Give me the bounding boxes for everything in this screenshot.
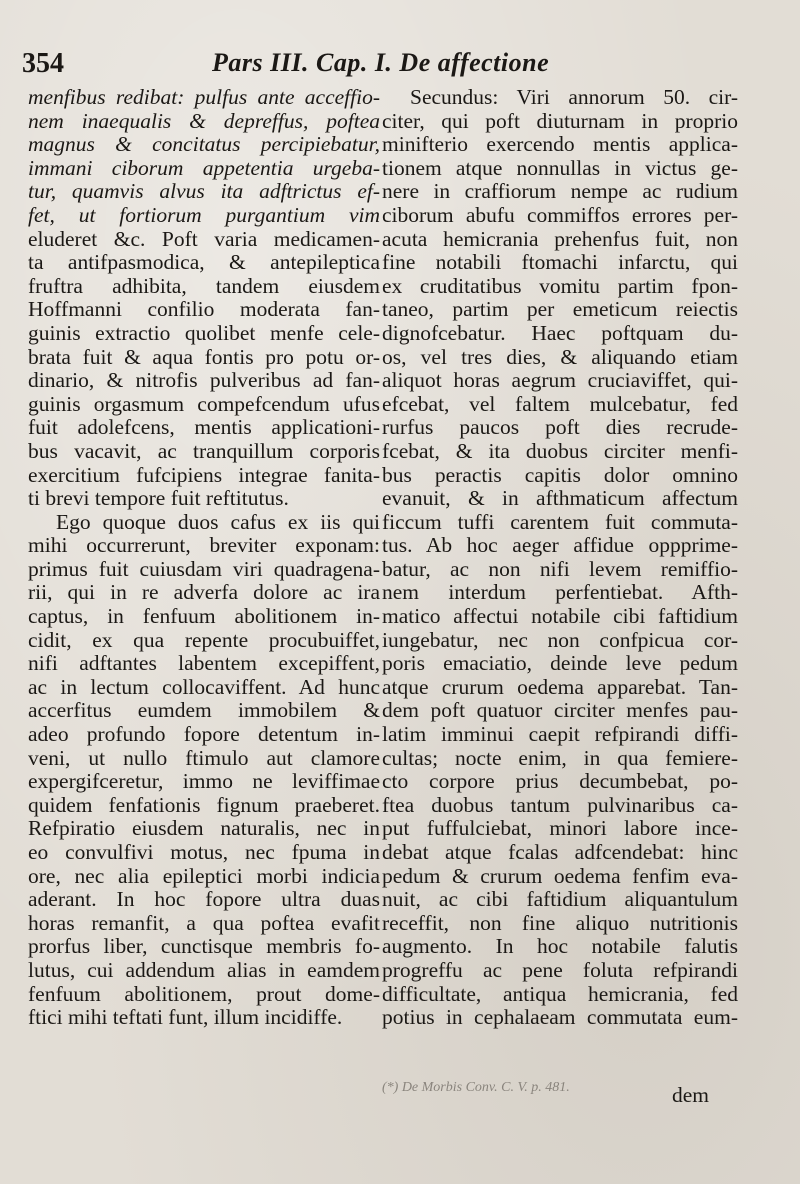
text-line: ex cruditatibus vomitu partim fpon- <box>382 274 738 298</box>
text-line: prorfus liber, cunctisque membris fo- <box>28 935 380 959</box>
text-line: Secundus: Viri annorum 50. cir- <box>410 86 738 109</box>
text-line: Ego quoque duos cafus ex iis qui <box>56 510 380 534</box>
left-text-column <box>28 86 380 1030</box>
text-line: cto corpore prius decumbebat, po- <box>382 770 738 794</box>
text-line: progreffu ac pene foluta refpirandi <box>382 958 738 982</box>
text-line: adeo profundo fopore detentum in- <box>28 723 380 747</box>
text-line: magnus & concitatus percipiebatur, <box>28 133 380 157</box>
text-line: os, vel tres dies, & aliquando etiam <box>382 345 738 369</box>
page-header <box>22 48 782 84</box>
page-number: 354 <box>22 48 64 79</box>
text-line: ciborum abufu commiffos errores per- <box>382 203 738 227</box>
text-line: mihi occurrerunt, breviter exponam: <box>28 534 380 558</box>
text-line: pedum & crurum oedema fenfim eva- <box>382 864 738 888</box>
text-line: horas remanfit, a qua poftea evafit <box>28 911 380 935</box>
text-line: tionem atque nonnullas in victus ge- <box>382 156 738 180</box>
text-line: brata fuit & aqua fontis pro potu or- <box>28 345 380 369</box>
footnote: (*) De Morbis Conv. C. V. p. 481. <box>382 1080 570 1095</box>
text-line: nuit, ac cibi faftidium aliquantulum <box>382 888 738 912</box>
text-line: menfibus redibat: pulfus ante acceffio- <box>28 86 380 109</box>
text-line: ta antifpasmodica, & antepileptica <box>28 251 380 275</box>
text-line: put fuffulciebat, minori labore ince- <box>382 817 738 841</box>
text-line: captus, in fenfuum abolitionem in- <box>28 605 380 629</box>
text-line: accerfitus eumdem immobilem & <box>28 699 380 723</box>
text-line: bus peractis capitis dolor omnino <box>382 463 738 487</box>
text-line: ficcum tuffi carentem fuit commuta- <box>382 510 738 534</box>
text-line: debat atque fcalas adfcendebat: hinc <box>382 841 738 864</box>
text-line: taneo, partim per emeticum reiectis <box>382 298 738 322</box>
text-line: fcebat, & ita duobus circiter menfi- <box>382 439 738 463</box>
text-line: rii, qui in re adverfa dolore ac ira <box>28 581 380 605</box>
text-line: exercitium fufcipiens integrae fanita- <box>28 463 380 487</box>
text-line: Hoffmanni confilio moderata fan- <box>28 298 380 322</box>
text-line: eluderet &c. Poft varia medicamen- <box>28 227 380 251</box>
text-line: ftici mihi teftati funt, illum incidiffe. <box>28 1006 343 1030</box>
text-line: efcebat, vel faltem mulcebatur, fed <box>382 392 738 416</box>
text-line: guinis orgasmum compefcendum ufus <box>28 392 380 416</box>
text-line: difficultate, antiqua hemicrania, fed <box>382 982 738 1006</box>
text-line: poris emaciatio, deinde leve pedum <box>382 652 738 676</box>
text-line: fenfuum abolitionem, prout dome- <box>28 982 380 1006</box>
text-line: eo convulfivi motus, nec fpuma in <box>28 841 380 864</box>
text-line: fruftra adhibita, tandem eiusdem <box>28 274 380 298</box>
text-line: guinis extractio quolibet menfe cele- <box>28 321 380 345</box>
text-line: potius in cephalaeam commutata eum- <box>382 1006 738 1030</box>
text-line: nem interdum perfentiebat. Afth- <box>382 581 738 605</box>
text-line: cidit, ex qua repente procubuiffet, <box>28 628 380 652</box>
text-line: bus vacavit, ac tranquillum corporis <box>28 439 380 463</box>
text-line: ftea duobus tantum pulvinaribus ca- <box>382 793 738 817</box>
text-line: receffit, non fine aliquo nutritionis <box>382 911 738 935</box>
text-line: nere in craffiorum nempe ac rudium <box>382 180 738 204</box>
text-line: fet, ut fortiorum purgantium vim <box>28 203 380 227</box>
text-line: aderant. In hoc fopore ultra duas <box>28 888 380 912</box>
text-line: nifi adftantes labentem excepiffent, <box>28 652 380 676</box>
text-line: ore, nec alia epileptici morbi indicia <box>28 864 380 888</box>
text-line: augmento. In hoc notabile falutis <box>382 935 738 959</box>
text-line: fine notabili ftomachi infarctu, qui <box>382 251 738 275</box>
right-text-column <box>382 86 738 1030</box>
text-line: atque crurum oedema apparebat. Tan- <box>382 675 738 699</box>
text-line: fuit adolefcens, mentis applicationi- <box>28 416 380 440</box>
text-line: minifterio exercendo mentis applica- <box>382 133 738 157</box>
catchword: dem <box>672 1083 710 1107</box>
text-line: aliquot horas aegrum cruciaviffet, qui- <box>382 369 738 393</box>
text-line: immani ciborum appetentia urgeba- <box>28 156 380 180</box>
text-line: nem inaequalis & depreffus, poftea <box>28 109 380 133</box>
text-line: iungebatur, nec non confpicua cor- <box>382 628 738 652</box>
text-line: veni, ut nullo ftimulo aut clamore <box>28 746 380 770</box>
text-line: tur, quamvis alvus ita adftrictus ef- <box>28 180 380 204</box>
text-line: dem poft quatuor circiter menfes pau- <box>382 699 738 723</box>
text-line: citer, qui poft diuturnam in proprio <box>382 109 738 133</box>
text-line: ti brevi tempore fuit reftitutus. <box>28 487 289 511</box>
text-line: tus. Ab hoc aeger affidue oppprime- <box>382 534 738 558</box>
text-line: dinario, & nitrofis pulveribus ad fan- <box>28 369 380 393</box>
text-line: Refpiratio eiusdem naturalis, nec in <box>28 817 380 841</box>
text-line: primus fuit cuiusdam viri quadragena- <box>28 557 380 581</box>
text-line: batur, ac non nifi levem remiffio- <box>382 557 738 581</box>
text-line: evanuit, & in afthmaticum affectum <box>382 487 738 511</box>
text-line: quidem fenfationis fignum praeberet. <box>28 793 380 817</box>
text-line: latim imminui caepit refpirandi diffi- <box>382 723 738 747</box>
text-line: expergifceretur, immo ne leviffimae <box>28 770 380 794</box>
text-line: dignofcebatur. Haec poftquam du- <box>382 321 738 345</box>
text-line: rurfus paucos poft dies recrude- <box>382 416 738 440</box>
text-line: acuta hemicrania prehenfus fuit, non <box>382 227 738 251</box>
running-head: Pars III. Cap. I. De affectione <box>212 48 550 77</box>
text-line: cultas; nocte enim, in qua femiere- <box>382 746 738 770</box>
text-line: matico affectui notabile cibi faftidium <box>382 605 738 629</box>
text-line: ac in lectum collocaviffent. Ad hunc <box>28 675 380 699</box>
text-line: lutus, cui addendum alias in eamdem <box>28 958 380 982</box>
